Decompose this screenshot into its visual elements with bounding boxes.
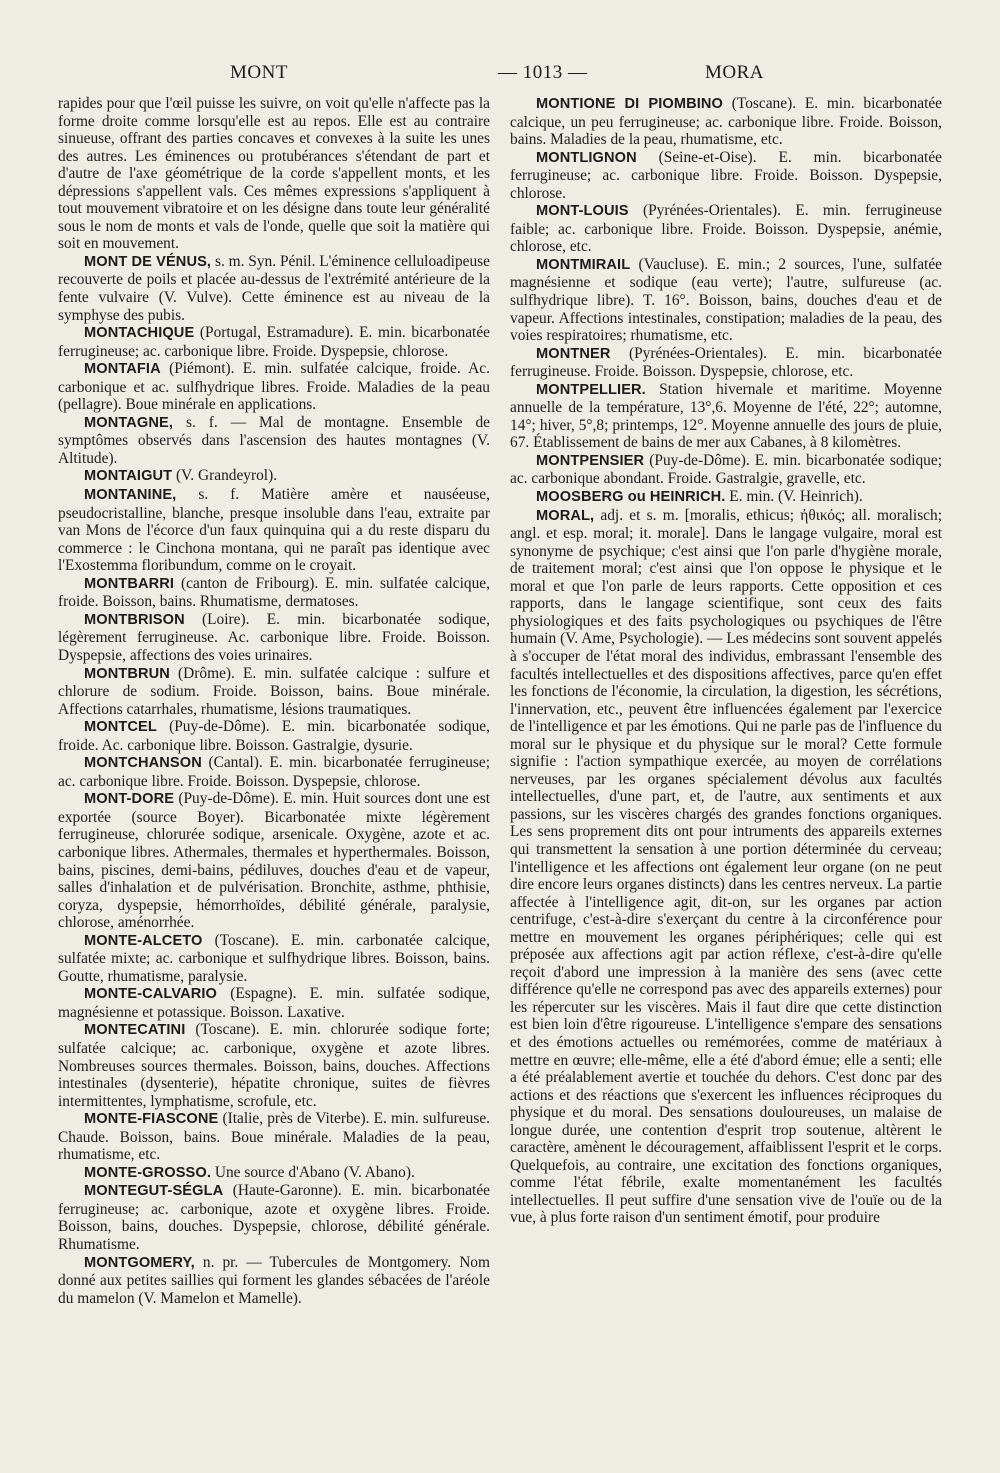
- entry-headword: MONT-LOUIS: [536, 203, 629, 220]
- entry-text: Une source d'Abano (V. Abano).: [214, 1163, 415, 1181]
- entry-text: (Portugal, Estramadure). E. min. bicarbonatée ferrugineuse; ac. carbonique libre. Froide. Dyspepsie, chlorose.: [58, 324, 490, 360]
- dictionary-entry: [58, 1182, 490, 1253]
- dictionary-entry: [58, 1110, 490, 1164]
- entry-headword: MONTBARRI: [84, 575, 175, 592]
- entry-text: (Toscane). E. min. bicarbonatée calcique, un peu ferrugineuse; ac. carbonique libre. Froide. Boisson, bains. Maladies de la peau, rhumatisme, etc.: [510, 95, 943, 149]
- entry-text: (Italie, près de Viterbe). E. min. sulfureuse. Chaude. Boisson, bains. Boue minérale. Maladies de la peau, rhumatisme, etc.: [58, 1110, 490, 1164]
- dictionary-entry: [58, 467, 490, 486]
- dictionary-entry: [58, 575, 490, 611]
- entry-text: (Cantal). E. min. bicarbonatée ferrugineuse; ac. carbonique libre. Froide. Boisson. Dyspepsie, chlorose.: [58, 754, 490, 790]
- entry-text: (canton de Fribourg). E. min. sulfatée calcique, froide. Boisson, bains. Rhumatisme, dermatoses.: [58, 574, 490, 611]
- entry-text: s. f. — Mal de montagne. Ensemble de symptômes observés dans l'ascension des hautes montagnes (V. Altitude).: [58, 413, 490, 467]
- header-left-guide-word: MONT: [230, 62, 288, 83]
- entry-headword: MONTAFIA: [84, 361, 161, 378]
- dictionary-entry: [58, 985, 490, 1021]
- page-number: — 1013 —: [498, 62, 588, 83]
- dictionary-entry: [58, 932, 490, 986]
- dictionary-entry: [510, 345, 942, 381]
- entry-headword: MONTBRUN: [84, 665, 170, 682]
- entry-headword: MONT-DORE: [84, 791, 175, 808]
- entry-headword: MONTCEL: [84, 719, 157, 736]
- dictionary-entry: [58, 1164, 490, 1183]
- entry-text: n. pr. — Tubercules de Montgomery. Nom donné aux petites saillies qui forment les glandes sébacées de l'aréole du mamelon (V. Mamelon et Mamelle).: [58, 1253, 490, 1307]
- entry-text: Station hivernale et maritime. Moyenne annuelle de la température, 13°,6. Moyenne de l'été, 22°; automne, 14°; hiver, 5°,8; printemps, 12°. Moyenne annuelle des jours de pluie, 67. Établissement de bains de mer aux Cabanes, à 8 kilomètres.: [510, 380, 942, 452]
- entry-headword: MONTPELLIER.: [536, 381, 646, 398]
- entry-text: (Pyrénées-Orientales). E. min. ferrugineuse faible; ac. carbonique libre. Froide. Boisson. Dyspepsie, anémie, chlorose, etc.: [510, 202, 942, 256]
- entry-text: s. m. Syn. Pénil. L'éminence celluloadipeuse recouverte de poils et placée au-dessus de l'extrémité antérieure de la fente vulvaire (V. Vulve). Cette éminence est au niveau de la symphyse des pubis.: [58, 252, 490, 324]
- header-right-guide-word: MORA: [704, 62, 764, 83]
- dictionary-entry: [58, 414, 490, 468]
- dictionary-entry: [510, 95, 942, 149]
- entry-headword: MONTAGNE,: [84, 414, 173, 431]
- entry-headword: MONTGOMERY,: [84, 1254, 195, 1271]
- dictionary-entry: [58, 486, 490, 575]
- entry-headword: MONTNER: [536, 345, 611, 362]
- entry-headword: MONTACHIQUE: [84, 325, 195, 342]
- dictionary-entry: [58, 360, 490, 414]
- entry-headword: MONTIONE DI PIOMBINO: [536, 96, 723, 112]
- entry-text: (Loire). E. min. bicarbonatée sodique, légèrement ferrugineuse. Ac. carbonique libre. Froide. Boisson. Dyspepsie, affections des voies urinaires.: [58, 610, 490, 664]
- entry-headword: MOOSBERG ou HEINRICH.: [536, 489, 726, 506]
- entry-headword: MONTECATINI: [84, 1022, 186, 1039]
- entry-headword: MONTLIGNON: [536, 149, 637, 166]
- entry-headword: MONTCHANSON: [84, 755, 202, 772]
- entry-headword: MONTMIRAIL: [536, 256, 631, 273]
- entry-text: rapides pour que l'œil puisse les suivre, on voit qu'elle n'affecte pas la forme droite comme lorsqu'elle est au repos. Elle est au contraire sinueuse, offrant des parties concaves et convexes à la suite les unes des autres. Les éminences ou protubérances s'étendant de part et d'autre de l'axe géométrique de la corde s'appellent monts, et les dépressions s'appellent vals. Ces mêmes expressions s'appliquent à tout mouvement vibratoire et on les désigne dans toute leur généralité sous le nom de monts et vals de l'onde, quelle que soit la matière qui soit en mouvement.: [58, 95, 490, 253]
- entry-text: (Puy-de-Dôme). E. min. Huit sources dont une est exportée (source Boyer). Bicarbonatée mixte légèrement ferrugineuse, chlorurée sodique, arsenicale. Oxygène, azote et ac. carbonique libres. Athermales, thermales et hyperthermales. Boisson, bains, piscines, demi-bains, pédiluves, douches d'eau et de vapeur, salles d'inhalation et de pulvérisation. Bronchite, asthme, phthisie, coryza, dyspepsie, hémorrhoïdes, débilité générale, paralysie, chlorose, aménorrhée.: [58, 790, 490, 932]
- entry-headword: MONTE-ALCETO: [84, 932, 203, 949]
- entry-headword: MONT DE VÉNUS,: [84, 253, 212, 270]
- dictionary-entry: [510, 488, 942, 507]
- dictionary-entry: [58, 253, 490, 324]
- dictionary-entry: [58, 790, 490, 931]
- dictionary-entry: [58, 611, 490, 665]
- entry-headword: MONTE-FIASCONE: [84, 1111, 219, 1128]
- entry-text: (Espagne). E. min. sulfatée sodique, magnésienne et potassique. Boisson. Laxative.: [58, 985, 490, 1021]
- dictionary-entry: [58, 324, 490, 360]
- dictionary-entry: [510, 381, 942, 452]
- entry-text: (Haute-Garonne). E. min. bicarbonatée ferrugineuse; ac. carbonique, azote et oxygène libres. Froide. Boisson, bains, douches. Dyspepsie, chlorose, débilité générale. Rhumatisme.: [58, 1182, 490, 1253]
- dictionary-entry: [58, 718, 490, 754]
- entry-headword: MONTEGUT-SÉGLA: [84, 1183, 224, 1200]
- entry-text: (Pyrénées-Orientales). E. min. bicarbonatée ferrugineuse. Froide. Boisson. Dyspepsie, chlorose, etc.: [510, 344, 942, 381]
- entry-headword: MONTE-GROSSO.: [84, 1164, 211, 1181]
- entry-headword: MONTANINE,: [84, 487, 177, 504]
- entry-text: (Puy-de-Dôme). E. min. bicarbonatée sodique, froide. Ac. carbonique libre. Boisson. Gastralgie, dysurie.: [58, 718, 490, 754]
- dictionary-entry: [58, 754, 490, 790]
- dictionary-entry: [510, 507, 942, 1227]
- dictionary-entry: [510, 149, 942, 203]
- dictionary-entry: [58, 665, 490, 719]
- entry-text: s. f. Matière amère et nauséeuse, pseudocristalline, blanche, presque insoluble dans l'eau, extraite par van Mons de l'écorce d'un faux quinquina qui a du reste disparu du commerce : le Cinchona montana, qui ne paraît pas identique avec l'Exostemma floribundum, comme on le croyait.: [58, 486, 490, 575]
- entry-headword: MONTBRISON: [84, 611, 185, 628]
- dictionary-entry: [510, 256, 942, 345]
- dictionary-entry: [510, 202, 942, 256]
- right-column: [510, 95, 942, 1227]
- entry-text: (Drôme). E. min. sulfatée calcique : sulfure et chlorure de sodium. Froide. Boisson, bains. Boue minérale. Affections catarrhales, rhumatisme, lésions traumatiques.: [58, 664, 490, 718]
- running-header: [58, 62, 948, 88]
- dictionary-entry: [58, 95, 490, 253]
- entry-text: E. min. (V. Heinrich).: [729, 488, 863, 506]
- entry-text: (Piémont). E. min. sulfatée calcique, froide. Ac. carbonique et ac. sulfhydrique libres. Froide. Maladies de la peau (pellagre). Boue minérale en applications.: [58, 360, 490, 414]
- left-column: [58, 95, 490, 1307]
- entry-text: (Puy-de-Dôme). E. min. bicarbonatée sodique; ac. carbonique abondant. Froide. Gastralgie, gravelle, etc.: [510, 451, 942, 488]
- dictionary-entry: [58, 1254, 490, 1308]
- entry-headword: MONTAIGUT: [84, 468, 173, 485]
- entry-text: adj. et s. m. [moralis, ethicus; ἠθικός; all. moralisch; angl. et esp. moral; it. morale]. Dans le langage vulgaire, moral est synonyme de psychique; c'est ainsi que l'on parle d'hygiène morale, de traitement moral; c'est ainsi que l'on oppose le physique et le moral et que l'on parle de leurs rapports. Cette opposition et ces rapports, dans le langage scientifique, sont ceux des faits physiologiques et des faits psychologiques ou psychiques de l'être humain (V. Ame, Psychologie). — Les médecins sont souvent appelés à s'occuper de l'état moral des individus, embrassant l'ensemble des facultés intellectuelles et des dispositions affectives, parce qu'en effet les fonctions de l'économie, la circulation, la digestion, les sécrétions, l'innervation, etc., peuvent être influencées également par l'exercice de l'intelligence et par les émotions. Qui ne parle pas de l'influence du moral sur le physique et du physique sur le moral? Cette formule signifie : l'action sympathique exercée, au moyen de corrélations nerveuses, par les organes spécialement dévolus aux facultés intellectuelles, d'une part, et, de l'autre, aux sentiments et aux passions, sur les viscères chargés des grandes fonctions organiques. Les sens proprement dits ont pour intruments des appareils externes qui transmettent la sensation à une portion déterminée du cerveau; l'intelligence et les affections ont également leur organe (on ne peut dire encore leurs organes distincts) dans les centres nerveux. La partie affectée à l'intelligence agit, dit-on, sur les organes par action centrifuge, c'est-à-dire s'exerçant du centre à la circonférence pour mettre en mouvement les organes périphériques; celle qui est préposée aux affections agit par action réflexe, c'est-à-dire qu'elle reçoit d'abord une impression à la manière des sens (avec cette différence qu'elle ne correspond pas avec des appareils externes) pour les répercuter sur les viscères. Mais il faut dire que cette distinction est bien loin d'être rigoureuse. L'intelligence s'empare des sensations et des émotions actuelles ou remémorées, comme de matériaux à mettre en œuvre; elle-même, elle a été d'abord émue; elle a senti; elle a été préalablement avertie et touchée du dehors. C'est donc par des actions et des réactions que s'exercent les influences réciproques du physique et du moral. Des sensations douloureuses, un malaise de longue durée, une contention d'esprit trop soutenue, altèrent le caractère, amènent le découragement, affaiblissent l'esprit et le corps. Quelquefois, au contraire, une excitation des fonctions organiques, comme l'état fébrile, exalte momentanément les facultés intellectuelles. Il peut suffire d'une sensation vive de l'ouïe ou de la vue, à plus forte raison d'un sentiment émotif, pour produire: [510, 506, 942, 1227]
- entry-headword: MORAL,: [536, 507, 595, 524]
- entry-text: (V. Grandeyrol).: [176, 467, 278, 485]
- entry-text: (Seine-et-Oise). E. min. bicarbonatée ferrugineuse; ac. carbonique libre. Froide. Boisson. Dyspepsie, chlorose.: [510, 148, 942, 202]
- entry-headword: MONTE-CALVARIO: [84, 986, 217, 1003]
- dictionary-entry: [510, 452, 942, 488]
- entry-text: (Toscane). E. min. chlorurée sodique forte; sulfatée calcique; ac. carbonique, oxygène et azote libres. Nombreuses sources thermales. Boisson, bains, douches. Affections intestinales (dysenterie), hépatite chronique, suites de fièvres intermittentes, lymphatisme, scrofule, etc.: [58, 1021, 490, 1110]
- dictionary-entry: [58, 1021, 490, 1110]
- entry-headword: MONTPENSIER: [536, 452, 645, 469]
- entry-text: (Vaucluse). E. min.; 2 sources, l'une, sulfatée magnésienne et sodique (eau verte); l'autre, sulfureuse (ac. sulfhydrique libre). T. 16°. Boisson, bains, douches d'eau et de vapeur. Affections intestinales, constipation; maladies de la peau, des voies respiratoires; rhumatisme, etc.: [510, 255, 942, 345]
- entry-text: (Toscane). E. min. carbonatée calcique, sulfatée mixte; ac. carbonique et sulfhydrique libres. Boisson, bains. Goutte, rhumatisme, paralysie.: [58, 931, 490, 985]
